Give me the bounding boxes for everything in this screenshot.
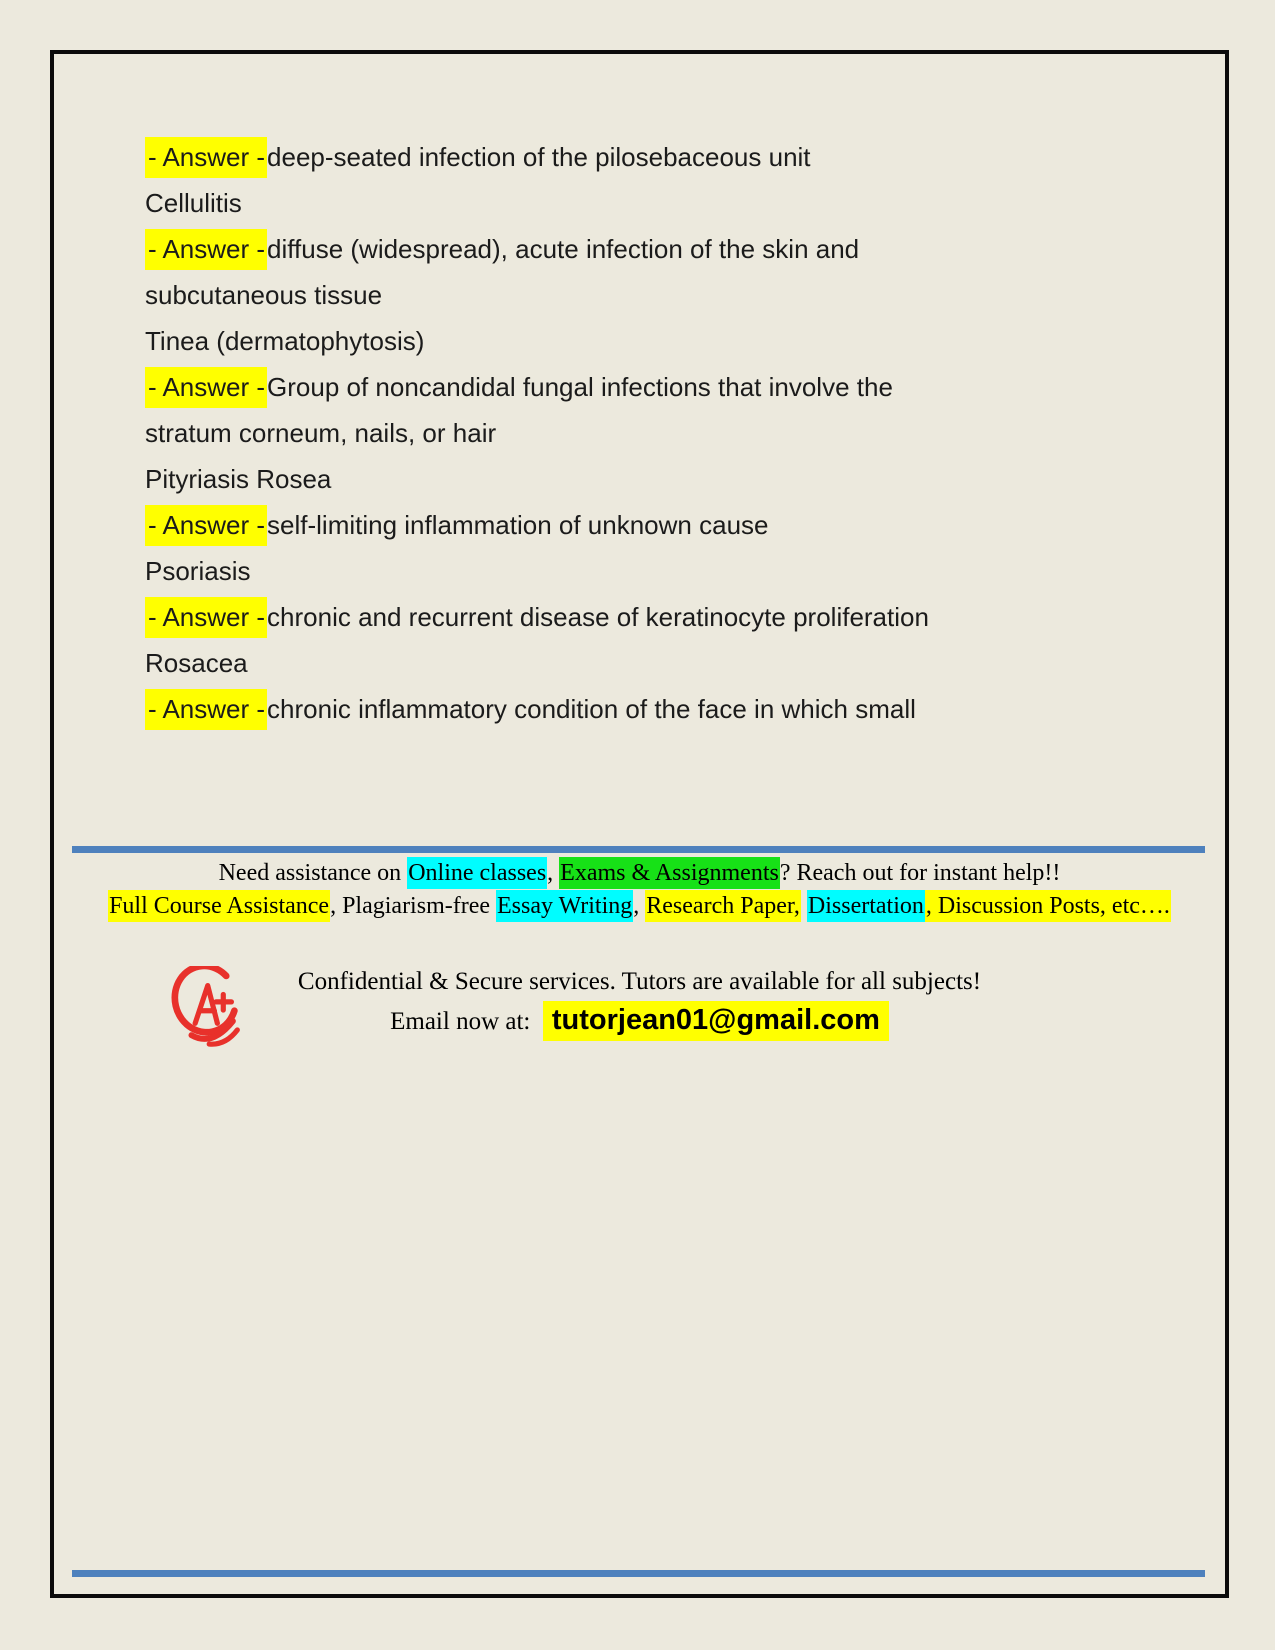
promo-segment: ,	[547, 860, 560, 886]
answer-paragraph	[145, 686, 1185, 732]
answer-paragraph	[145, 594, 1185, 640]
promo-line-1	[54, 857, 1225, 890]
promo-segment-essay-writing: Essay Writing	[496, 890, 633, 922]
email-label: Email now at:	[390, 1008, 531, 1035]
answer-paragraph	[145, 226, 1185, 272]
term-heading: Rosacea	[145, 648, 248, 678]
answer-continuation: subcutaneous tissue	[145, 280, 383, 310]
flashcard-content	[54, 54, 1225, 732]
answer-text: diffuse (widespread), acute infection of the skin and	[267, 234, 860, 264]
flashcard-section	[145, 640, 1185, 732]
flashcard-section	[145, 180, 1185, 318]
contact-text	[244, 966, 1035, 1038]
flashcard-section	[145, 548, 1185, 640]
confidential-line: Confidential & Secure services. Tutors are available for all subjects!	[297, 968, 982, 995]
divider-rule-bottom	[72, 1570, 1205, 1577]
answer-highlight: - Answer -	[145, 229, 267, 270]
term-heading: Tinea (dermatophytosis)	[145, 326, 425, 356]
promo-segment	[801, 893, 807, 919]
answer-text: chronic inflammatory condition of the face in which small	[267, 694, 916, 724]
answer-highlight: - Answer -	[145, 689, 267, 730]
answer-paragraph	[145, 364, 1185, 410]
a-plus-logo-icon	[170, 966, 244, 1054]
promo-segment-discussion-posts: , Discussion Posts, etc….	[925, 890, 1171, 922]
divider-rule-top	[72, 846, 1205, 853]
promo-line-2	[54, 890, 1225, 923]
answer-text: deep-seated infection of the pilosebaceous unit	[267, 142, 811, 172]
answer-text: Group of noncandidal fungal infections that involve the	[267, 372, 893, 402]
email-address[interactable]: tutorjean01@gmail.com	[543, 1001, 889, 1041]
flashcard-section	[145, 134, 1185, 180]
answer-continuation: stratum corneum, nails, or hair	[145, 418, 497, 448]
answer-text: chronic and recurrent disease of keratinocyte proliferation	[267, 602, 929, 632]
flashcard-section	[145, 456, 1185, 548]
answer-paragraph	[145, 502, 1185, 548]
promo-segment-online-classes: Online classes	[407, 857, 547, 889]
answer-highlight: - Answer -	[145, 597, 267, 638]
answer-paragraph	[145, 134, 1185, 180]
promo-segment: , Plagiarism-free	[330, 893, 497, 919]
answer-text: self-limiting inflammation of unknown cause	[267, 510, 769, 540]
promo-segment-exams-assignments: Exams & Assignments	[559, 857, 780, 889]
answer-highlight: - Answer -	[145, 137, 267, 178]
contact-block	[54, 966, 1225, 1054]
promo-segment-full-course: Full Course Assistance	[108, 890, 330, 922]
term-heading: Cellulitis	[145, 188, 242, 218]
promo-segment: Need assistance on	[218, 860, 408, 886]
term-heading: Pityriasis Rosea	[145, 464, 332, 494]
email-line	[244, 1004, 1035, 1038]
page-frame	[50, 50, 1229, 1598]
answer-highlight: - Answer -	[145, 505, 267, 546]
answer-highlight: - Answer -	[145, 367, 267, 408]
promo-segment-dissertation: Dissertation	[807, 890, 925, 922]
promo-block	[54, 857, 1225, 923]
promo-segment-research-paper: Research Paper,	[645, 890, 801, 922]
flashcard-section	[145, 318, 1185, 456]
term-heading: Psoriasis	[145, 556, 251, 586]
promo-segment: ? Reach out for instant help!!	[779, 860, 1061, 886]
promo-segment: ,	[633, 893, 646, 919]
